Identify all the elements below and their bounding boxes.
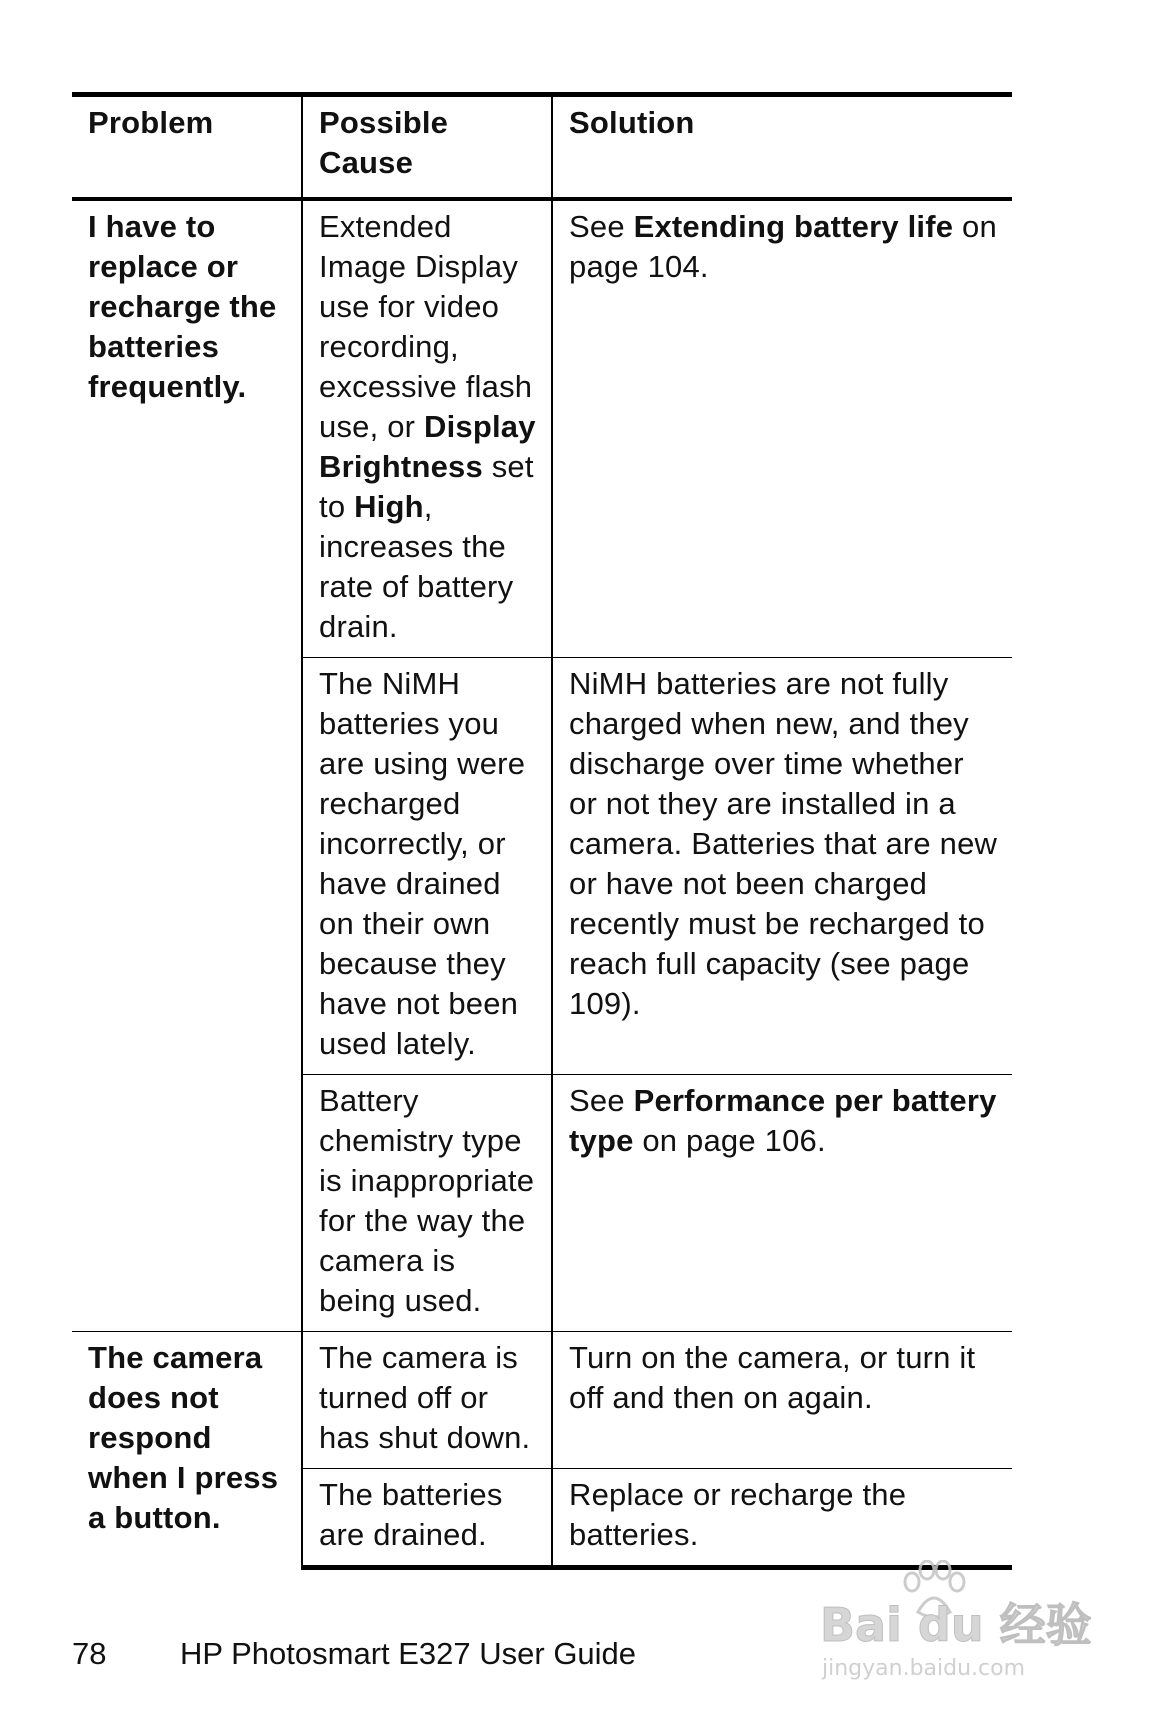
solution-cell <box>552 1075 1012 1332</box>
solution-text: See <box>569 1083 634 1118</box>
solution-cell <box>552 199 1012 658</box>
cause-cell: The camera is turned off or has shut down. <box>302 1332 552 1469</box>
cause-text: Extended Image Display use for video recording, excessive flash use, or <box>319 209 533 444</box>
solution-cell: Replace or recharge the batteries. <box>552 1469 1012 1568</box>
solution-text: on page 104. <box>569 209 997 284</box>
problem-cell: The camera does not respond when I press a button. <box>72 1332 302 1568</box>
solution-bold-reference: Extending battery life <box>633 209 954 244</box>
cause-cell: The batteries are drained. <box>302 1469 552 1568</box>
watermark <box>810 1560 1090 1690</box>
cause-bold-term: High <box>354 489 424 524</box>
watermark-logo: Bai du 经验 <box>820 1598 1092 1652</box>
solution-text: on page 106. <box>633 1123 826 1158</box>
cause-cell <box>302 199 552 658</box>
cause-cell: Battery chemistry type is inappropriate for the way the camera is being used. <box>302 1075 552 1332</box>
page-number: 78 <box>72 1636 107 1671</box>
cause-bold-term: Display Brightness <box>319 409 536 484</box>
solution-text: See <box>569 209 634 244</box>
header-problem: Problem <box>72 95 302 200</box>
cause-text: set to <box>319 449 534 524</box>
solution-bold-reference: Performance per battery type <box>569 1083 997 1158</box>
problem-cell: I have to replace or recharge the batteries frequently. <box>88 209 277 404</box>
table-header-row <box>72 95 1012 200</box>
watermark-url: jingyan.baidu.com <box>822 1656 1026 1681</box>
solution-cell: NiMH batteries are not fully charged when new, and they discharge over time whether or not they are installed in a camera. Batteries that are new or have not been charged recently must be recharged to reach full capacity (see page 109). <box>552 658 1012 1075</box>
header-solution: Solution <box>552 95 1012 200</box>
header-possible-cause: Possible Cause <box>302 95 552 200</box>
table-row <box>72 199 1012 658</box>
cause-text: , increases the rate of battery drain. <box>319 489 514 644</box>
solution-cell: Turn on the camera, or turn it off and then on again. <box>552 1332 1012 1469</box>
document-title: HP Photosmart E327 User Guide <box>180 1636 637 1671</box>
troubleshooting-table <box>72 92 1012 1570</box>
table-row <box>72 1332 1012 1469</box>
cause-cell: The NiMH batteries you are using were recharged incorrectly, or have drained on their own because they have not been used lately. <box>302 658 552 1075</box>
